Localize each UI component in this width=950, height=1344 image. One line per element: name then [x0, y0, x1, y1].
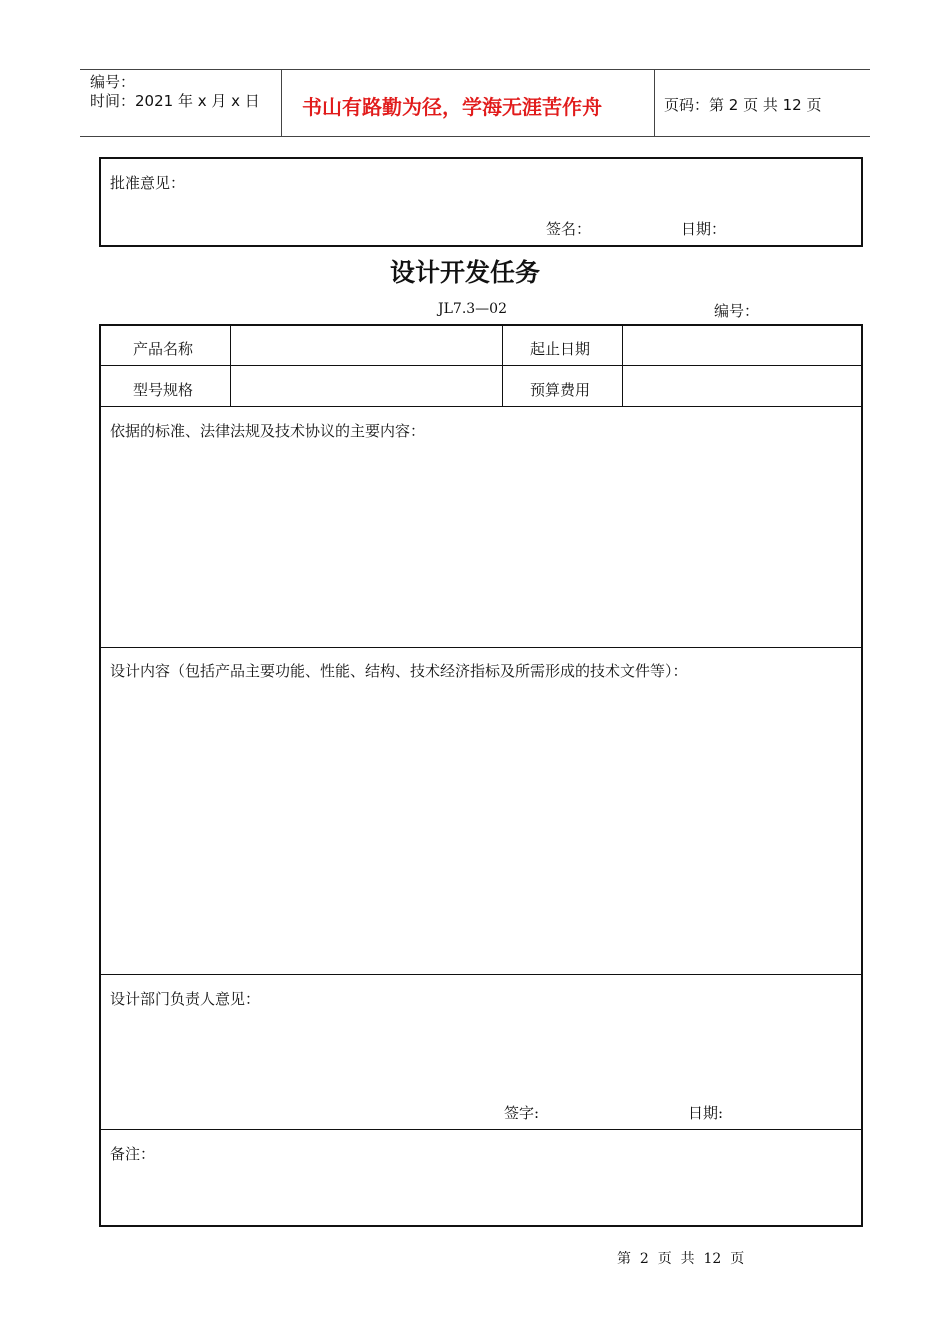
header-divider-right — [654, 69, 655, 136]
footer-page-number: 第 2 页 共 12 页 — [617, 1251, 745, 1267]
table-row-divider — [101, 406, 861, 407]
header-page-label: 页码：第 2 页 共 12 页 — [664, 96, 822, 114]
form-code: JL7.3—02 — [438, 301, 507, 317]
basis-label: 依据的标准、法律法规及技术协议的主要内容： — [110, 422, 426, 440]
budget-label: 预算费用 — [530, 381, 591, 399]
table-row-divider — [101, 365, 861, 366]
header-divider-left — [281, 69, 282, 136]
budget-field[interactable] — [624, 368, 860, 405]
product-name-field[interactable] — [232, 327, 500, 364]
approval-sign-label: 签名： — [546, 220, 592, 238]
model-spec-label: 型号规格 — [133, 381, 194, 399]
header-serial-label: 编号： — [90, 73, 136, 91]
table-row-divider — [101, 974, 861, 975]
start-end-date-label: 起止日期 — [530, 340, 591, 358]
table-col-divider — [622, 326, 623, 406]
header-top-rule — [80, 69, 870, 70]
remarks-label: 备注： — [110, 1145, 156, 1163]
model-spec-field[interactable] — [232, 368, 500, 405]
basis-field[interactable] — [103, 446, 859, 644]
approval-box — [99, 157, 863, 247]
header-time-label: 时间：2021 年 x 月 x 日 — [90, 92, 260, 110]
dept-date-label: 日期: — [688, 1104, 724, 1122]
start-end-date-field[interactable] — [624, 327, 860, 364]
product-name-label: 产品名称 — [133, 340, 194, 358]
form-title: 设计开发任务 — [390, 258, 541, 287]
table-col-divider — [230, 326, 231, 406]
header-bottom-rule — [80, 136, 870, 137]
design-content-field[interactable] — [103, 686, 859, 971]
approval-label: 批准意见： — [110, 174, 186, 192]
header-motto: 书山有路勤为径，学海无涯苦作舟 — [302, 95, 602, 119]
design-content-label: 设计内容（包括产品主要功能、性能、结构、技术经济指标及所需形成的技术文件等）： — [110, 662, 688, 680]
dept-sign-label: 签字: — [504, 1104, 540, 1122]
form-number-label: 编号： — [714, 302, 760, 320]
dept-opinion-label: 设计部门负责人意见： — [110, 990, 261, 1008]
table-row-divider — [101, 1129, 861, 1130]
approval-date-label: 日期： — [681, 220, 727, 238]
table-row-divider — [101, 647, 861, 648]
table-col-divider — [502, 326, 503, 406]
task-table — [99, 324, 863, 1227]
remarks-field[interactable] — [103, 1168, 859, 1223]
